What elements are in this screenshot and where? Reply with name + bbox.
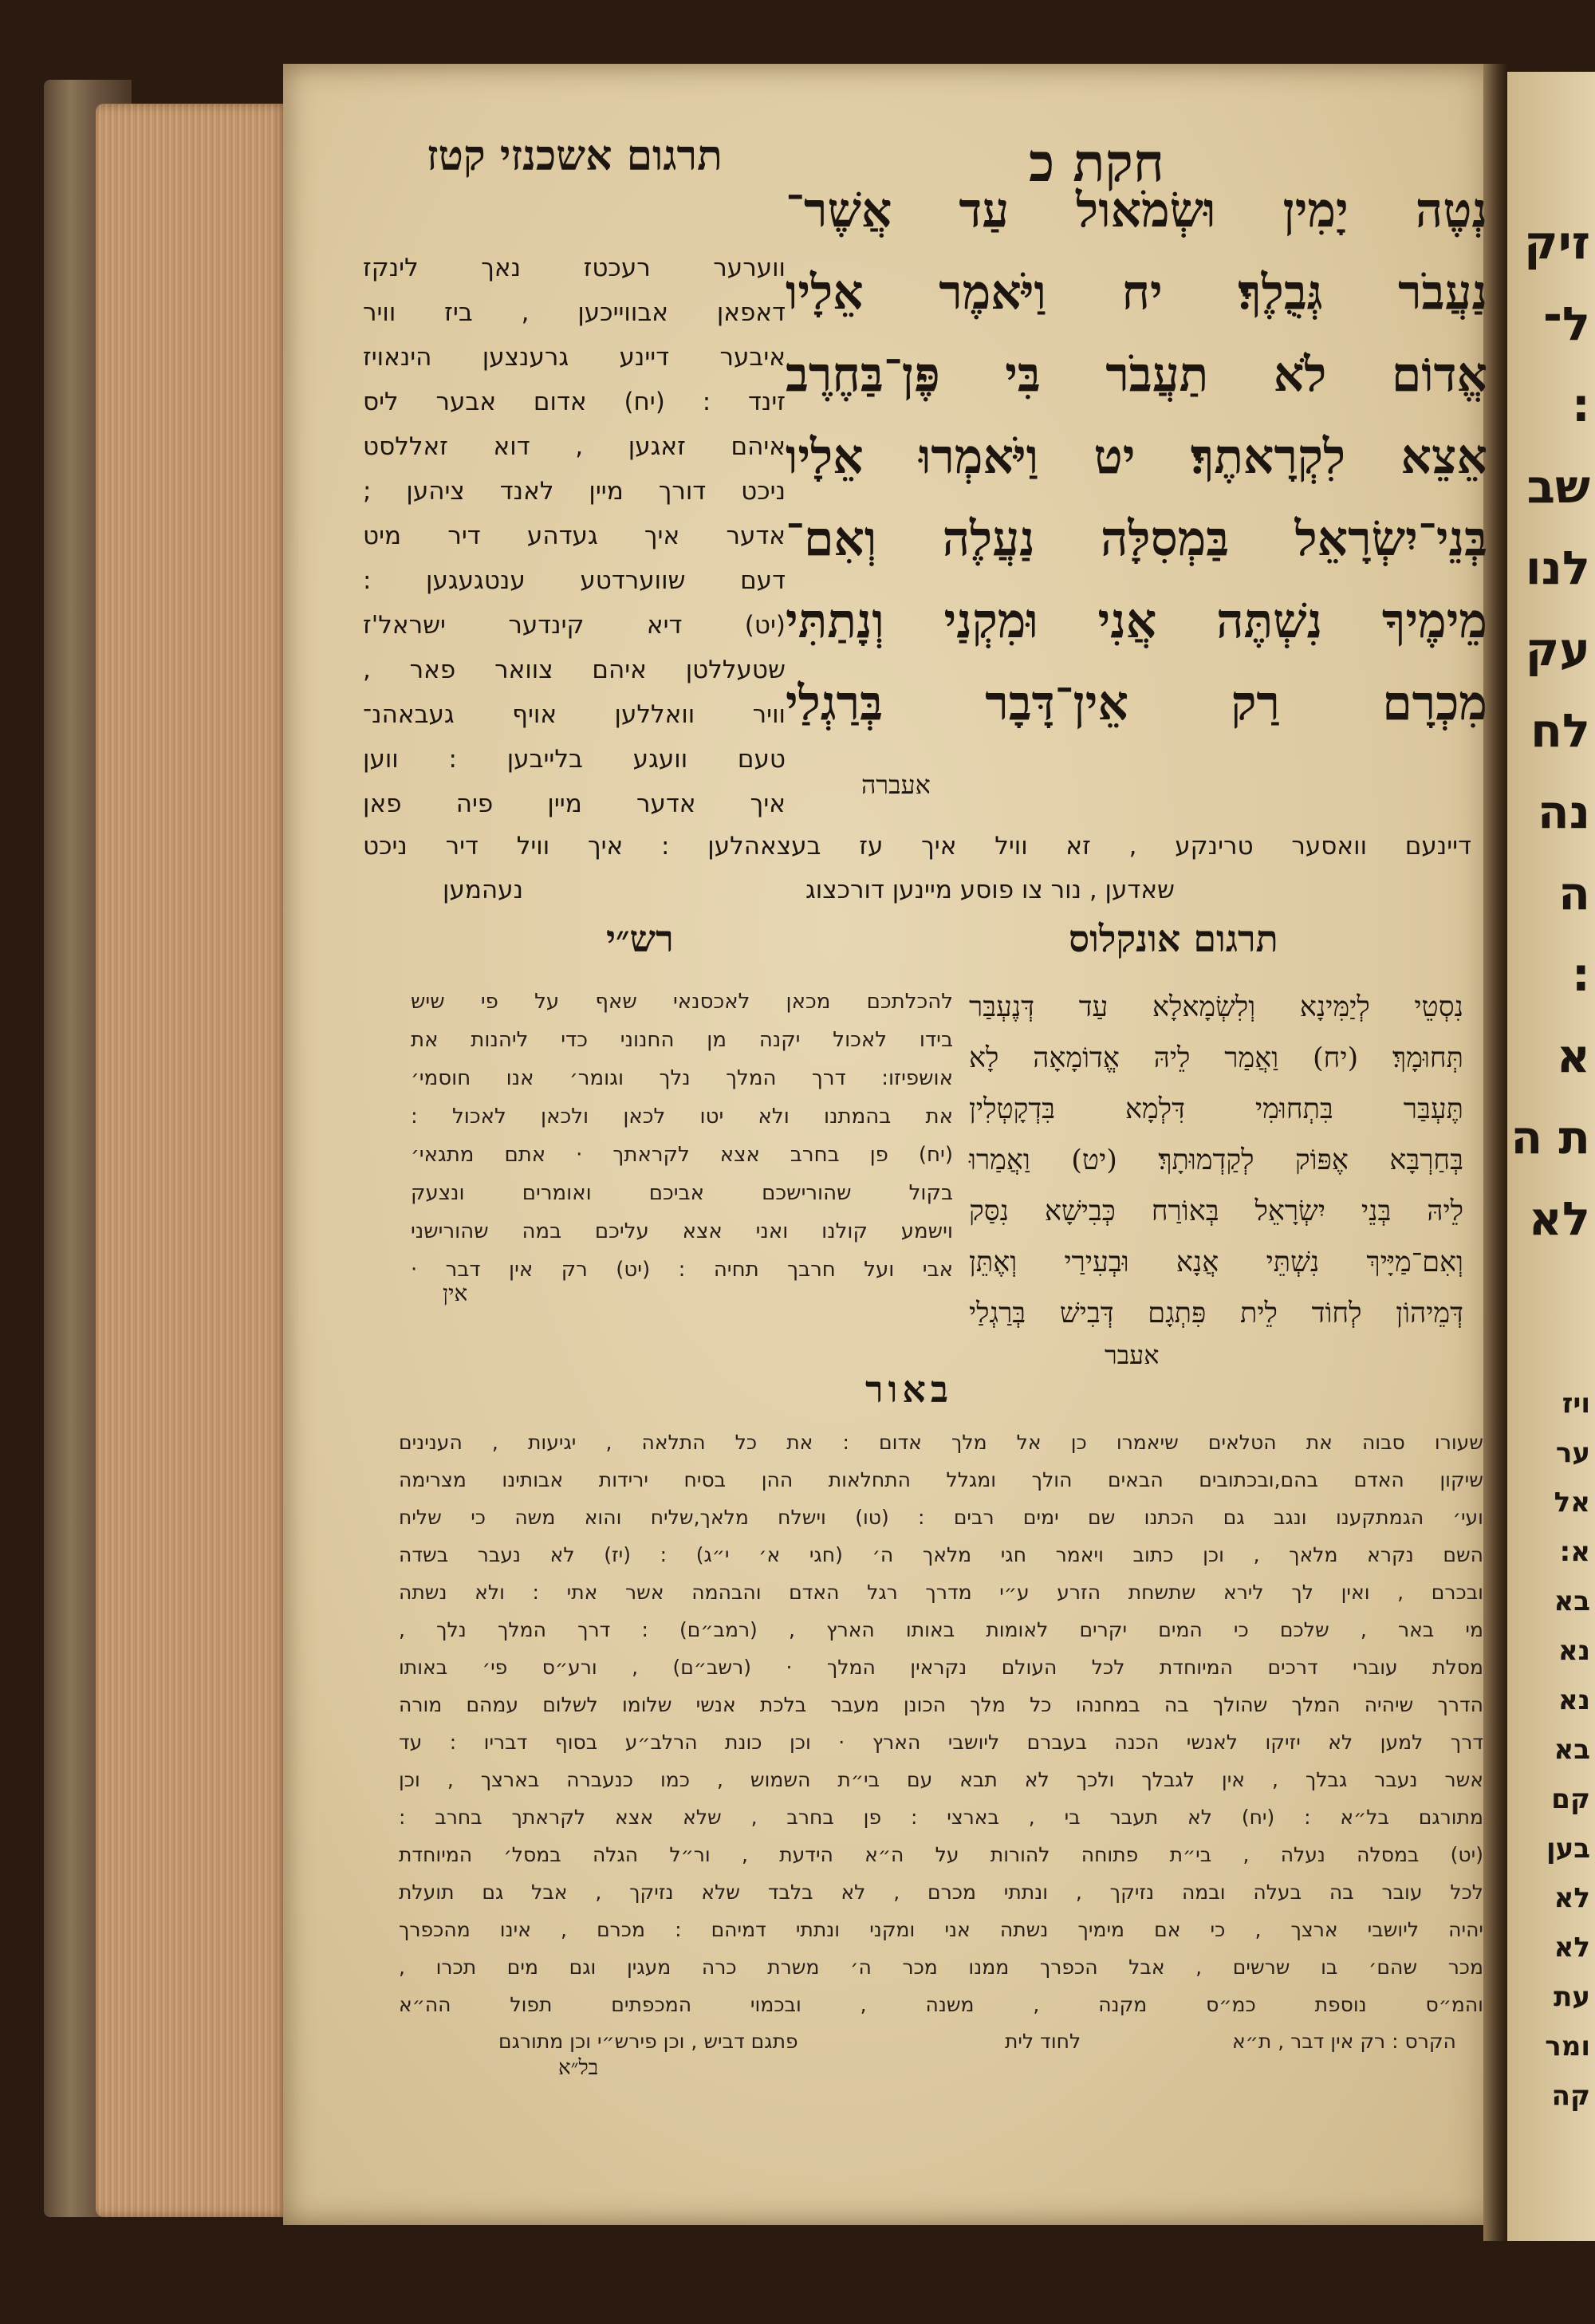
right-page-fragment: א (1556, 1029, 1590, 1083)
right-page-fragment: ה (1558, 866, 1590, 920)
right-page-fragment: עת (1554, 1981, 1590, 2013)
yiddish-continuation: שאדען , נור צו פוסע מיינען דורכצוג (805, 876, 1176, 904)
biur-line: דרך למען לא יזיקו לאנשי הכנה בעברם ליושבי הארץ · וכן כונת הרלב״ע בסוף דבריו : עד (399, 1731, 1483, 1754)
onkelos-line: דְּמֵיהוֹן לְחוֹד לֵית פִּתְגָם דְּבִישׁ בְּרַגְלַי (969, 1298, 1463, 1329)
rashi-line: אושפיזו: דרך המלך נלך וגומר׳ אנו חוסמי׳ (411, 1066, 953, 1090)
yiddish-catchword: נעהמען (443, 876, 523, 904)
verse-line: מֵימֶיךָ נִשְׁתֶּה אֲנִי וּמִקְנַי וְנָתַתִּי (786, 593, 1487, 649)
yiddish-line: ניכט דורך מיין לאנד ציהען ; (363, 477, 786, 506)
right-page-fragment: ומר (1545, 2031, 1590, 2062)
onkelos-catchword: אעבר (1105, 1340, 1160, 1370)
biur-bottom-left: פתגם דביש , וכן פירש״י וכן מתורגם (498, 2030, 798, 2053)
yiddish-line: איבער דיינע גרענצען הינאויז (363, 343, 786, 372)
yiddish-line: דעם שווערדטע ענטגעגען : (363, 566, 786, 595)
right-page-fragment: ויז (1562, 1388, 1590, 1420)
rashi-line: את בהמתנו ולא יטו לכאן ולכאן לאכול : (411, 1105, 953, 1129)
onkelos-title: תרגום אונקלוס (1069, 917, 1278, 960)
right-page (1507, 72, 1595, 2241)
right-page-fragment: שב (1526, 459, 1590, 514)
biur-line: (יט) במסלה נעלה , בי״ת פתוחה להורות על ה״א הידעת , ור״ל הגלה במסל׳ המיוחדת (399, 1843, 1483, 1866)
right-page-fragment: נא (1558, 1635, 1590, 1667)
biur-line: ועי׳ הגמתקענו ונגב גם הכתנו שם ימים רבים : (טו) וישלח מלאך,שליח והוא משה כי שליח (399, 1506, 1483, 1529)
rashi-catchword: אין (443, 1280, 468, 1306)
yiddish-line: דאפאן אבווייכען , ביז וויר (363, 298, 786, 327)
right-page-fragment: אל (1554, 1487, 1590, 1518)
onkelos-line: וְאִם־מַיָּיךְ נִשְׁתֵּי אֲנָא וּבְעִירַי וְאֶתֵּן (969, 1247, 1463, 1278)
rashi-title: רש״י (606, 917, 674, 960)
rashi-line: (יח) פן בחרב אצא לקראתך · אתם מתגאי׳ (411, 1143, 953, 1167)
right-page-fragment: נא (1558, 1684, 1590, 1716)
rashi-line: אבי ועל חרבך תחיה : (יט) רק אין דבר · (411, 1258, 953, 1282)
onkelos-line: תֶּעְבַּר בִּתְחוּמִי דִּלְמָא בִּדְקָטְלִין (969, 1093, 1463, 1125)
biur-line: יהיה ליושבי ארצך , כי אם מימיך נשתה אני ומקני ונתתי דמיהם : מכרם , אינו מהכפרך (399, 1918, 1483, 1941)
biur-title: באור (865, 1368, 954, 1411)
biur-line: מכר שהם׳ בו שרשים , אבל הכפרך ממנו מכר ה׳ משרת כרה מעגין וגם מים תכרו , (399, 1956, 1483, 1979)
right-page-fragment: : (1571, 947, 1590, 1002)
verse-line: אֱדוֹם לֹא תַעֲבֹר בִּי פֶּן־בַּחֶרֶב (786, 347, 1487, 403)
biur-line: והמ״ס נוספת כמ״ס מקנה , משנה , ובכמוי המכפתים תפול הה״א (399, 1993, 1483, 2016)
rashi-line: להכלתכם מכאן לאכסנאי שאף על פי שיש (411, 990, 953, 1014)
biur-bottom-mid: לחוד לית (1005, 2030, 1081, 2053)
right-page-fragment: עק (1525, 622, 1590, 676)
right-page-fragment: לא (1528, 1192, 1590, 1246)
biur-line: מתורגם בל״א : (יח) לא תעבר בי , בארצי : פן בחרב , שלא אצא לקראתך בחרב : (399, 1806, 1483, 1829)
right-page-fragment: ל־ (1542, 297, 1590, 351)
onkelos-line: נִסְטֵי לְיַמִּינָא וְלִשְׂמָאלָא עַד דְּנֶעְבַּר (969, 991, 1463, 1023)
biur-line: שעורו סבוה את הטלאים שיאמרו כן אל מלך אדום : את כל התלאה , יגיעות , הענינים (399, 1431, 1483, 1454)
right-page-fragment: ת ה (1510, 1110, 1590, 1164)
running-head-right: חקת כ (1029, 132, 1164, 194)
right-page-fragment: א: (1559, 1536, 1590, 1568)
right-page-fragment: זיק (1523, 215, 1590, 270)
rashi-line: וישמע קולנו ואני אצא עליכם במה שהורישני (411, 1219, 953, 1243)
yiddish-line: וויר וואללען אויף געבאהנ־ (363, 700, 786, 729)
right-page-fragment: : (1571, 378, 1590, 432)
biur-bottom-right: הקרס : רק אין דבר , ת״א (1232, 2030, 1456, 2053)
right-page-fragment: בא (1554, 1585, 1590, 1617)
running-head-left: תרגום אשכנזי קטז (427, 132, 723, 180)
biur-line: הדרך שיהיה המלך שהולך בה במחנהו כל מלך הכונן מעבר בלכת אנשי שלומו לשלום עמהם מורה (399, 1693, 1483, 1716)
yiddish-line: איך אדער מיין פיה פאן (363, 790, 786, 818)
right-page-fragment: לנו (1525, 541, 1590, 595)
yiddish-line: טעם וועגע בלייבען : ווען (363, 745, 786, 774)
onkelos-line: תְּחוּמָךְ׃ (יח) וַאֲמַר לֵיהּ אֱדוֹמָאָה לָא (969, 1042, 1463, 1074)
onkelos-line: לֵיהּ בְּנֵי יִשְׂרָאֵל בְּאוֹרַח כְּבִישָׁא נִסַּק (969, 1195, 1463, 1227)
verse-line: נַעֲבֹר גְּבֻלֶךָ׃ יח וַיֹּאמֶר אֵלָיו (786, 265, 1487, 321)
right-page-fragment: לח (1530, 703, 1590, 758)
right-page-fragment: בען (1546, 1833, 1590, 1865)
verse-line: בְּנֵי־יִשְׂרָאֵל בַּמְסִלָּה נַעֲלֶה וְאִם־ (786, 511, 1487, 567)
verse-line: אֵצֵא לִקְרָאתֶךָ׃ יט וַיֹּאמְרוּ אֵלָיו (786, 429, 1487, 485)
verse-line: מִכְרָם רַק אֵין־דָּבָר בְּרַגְלַי (786, 676, 1487, 731)
biur-line: שיקון האדם בהם,ובכתובים הבאים הולך ומגלל התחלאות ההן בסיח ירידות אבותינו מצרימה (399, 1468, 1483, 1491)
rashi-line: בקול שהורישכם אביכם ואומרים ונצעק (411, 1181, 953, 1205)
verse-catchword: אעברה (861, 770, 931, 800)
yiddish-line: ווערער רעכטז נאך לינקז (363, 254, 786, 282)
rashi-line: בידו לאכול יקנה מן החנוני כדי ליהנות את (411, 1028, 953, 1052)
right-page-fragment: בא (1554, 1734, 1590, 1766)
biur-catchword: בל״א (558, 2056, 599, 2080)
right-page-fragment: קם (1551, 1783, 1590, 1815)
biur-line: ובכרם , ואין לך לירא שתשחת הזרע ע״י מדרך רגל האדם והבהמה אשר אתי : ולא נשתה (399, 1581, 1483, 1604)
page-edges (96, 104, 287, 2217)
verse-line: נְטֶה יָמִין וּשְׂמֹאול עַד אֲשֶׁר־ (786, 183, 1487, 238)
right-page-fragment: ער (1555, 1437, 1590, 1469)
yiddish-full-width-line: דיינעם וואסער טרינקע , זא וויל איך עז בעצאהלען : איך וויל דיר ניכט (363, 832, 1471, 861)
biur-line: השם נקרא מלאך , וכן כתוב ויאמר חגי מלאך ה׳ (חגי א׳ י״ג) : (יז) לא נעבר בשדה (399, 1543, 1483, 1566)
yiddish-line: (יט) דיא קינדער ישראל'ז (363, 611, 786, 640)
yiddish-line: אדער איך געדהע דיר מיט (363, 522, 786, 550)
biur-line: מסלת עוברי דרכים המיוחדת לכל העולם נקראין המלך · (רשב״ם) , ורע״ס פי׳ באותו (399, 1656, 1483, 1679)
onkelos-line: בְּחַרְבָּא אֶפּוֹק לְקַדְמוּתָךְ׃ (יט) וַאֲמַרוּ (969, 1144, 1463, 1176)
yiddish-line: זינד : (יח) אדום אבער ליס (363, 388, 786, 416)
right-page-fragment: לא (1554, 1882, 1590, 1914)
yiddish-line: שטעללטן איהם צוואר פאר , (363, 656, 786, 684)
right-page-fragment: לא (1554, 1932, 1590, 1964)
biur-line: מי באר , שלכם כי המים יקרים לאומות באותו הארץ , (רמב״ם) : דרך המלך נלך , (399, 1618, 1483, 1641)
biur-line: אשר נעבר גבלך , אין לגבלך ולכך לא תבא עם בי״ת השמוש , כמו כנעברה בארצך , וכן (399, 1768, 1483, 1791)
right-page-fragment: נה (1537, 785, 1590, 839)
biur-line: לכל עובר בה בעלה ובמה נזיקך , ונתתי מכרם , לא בלבד שלא נזיקך , אבל גם תועלת (399, 1881, 1483, 1904)
right-page-fragment: קה (1551, 2080, 1590, 2112)
yiddish-line: איהם זאגען , דוא זאללסט (363, 432, 786, 461)
